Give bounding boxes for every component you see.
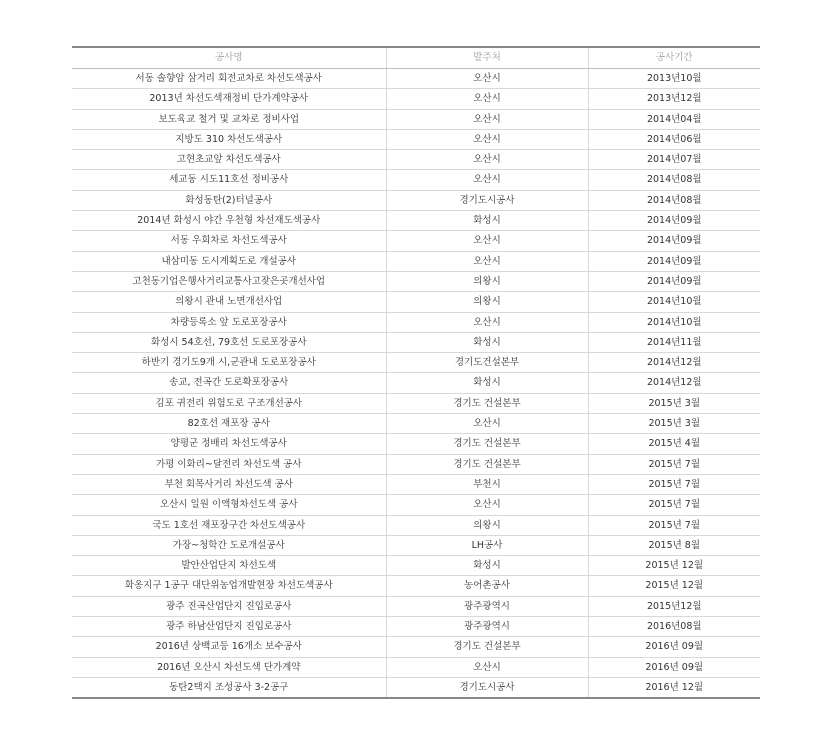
cell-client: 화성시 xyxy=(386,211,588,231)
table-row xyxy=(72,150,760,170)
cell-client: 화성시 xyxy=(386,332,588,352)
table-row xyxy=(72,251,760,271)
table-body xyxy=(72,69,760,699)
table-row xyxy=(72,637,760,657)
cell-period: 2015년 8월 xyxy=(588,535,760,555)
cell-client: 경기도시공사 xyxy=(386,677,588,698)
cell-project-name: 2013년 차선도색재정비 단가계약공사 xyxy=(72,89,386,109)
cell-project-name: 82호선 재포장 공사 xyxy=(72,414,386,434)
table-row xyxy=(72,170,760,190)
table-row xyxy=(72,292,760,312)
cell-project-name: 2016년 상백교등 16개소 보수공사 xyxy=(72,637,386,657)
cell-client: 경기도 건설본부 xyxy=(386,434,588,454)
header-client: 발주처 xyxy=(386,47,588,69)
cell-project-name: 2014년 화성시 야간 우천형 차선재도색공사 xyxy=(72,211,386,231)
cell-project-name: 오산시 일원 이액형차선도색 공사 xyxy=(72,495,386,515)
cell-period: 2015년 3월 xyxy=(588,393,760,413)
cell-period: 2015년 7월 xyxy=(588,495,760,515)
table-row xyxy=(72,109,760,129)
cell-project-name: 광주 진곡산업단지 진입로공사 xyxy=(72,596,386,616)
table-row xyxy=(72,312,760,332)
cell-period: 2016년 09월 xyxy=(588,637,760,657)
construction-history-table xyxy=(72,46,760,699)
cell-client: 부천시 xyxy=(386,474,588,494)
cell-period: 2014년04월 xyxy=(588,109,760,129)
cell-period: 2015년 7월 xyxy=(588,454,760,474)
cell-period: 2015년 7월 xyxy=(588,515,760,535)
cell-period: 2013년12월 xyxy=(588,89,760,109)
table-row xyxy=(72,677,760,698)
cell-period: 2014년09월 xyxy=(588,211,760,231)
cell-project-name: 지방도 310 차선도색공사 xyxy=(72,129,386,149)
cell-client: 오산시 xyxy=(386,657,588,677)
cell-project-name: 화성시 54호선, 79호선 도로포장공사 xyxy=(72,332,386,352)
table-row xyxy=(72,89,760,109)
cell-period: 2014년09월 xyxy=(588,251,760,271)
cell-client: 농어촌공사 xyxy=(386,576,588,596)
cell-project-name: 세교동 시도11호선 정비공사 xyxy=(72,170,386,190)
cell-period: 2014년12월 xyxy=(588,353,760,373)
cell-period: 2016년 12월 xyxy=(588,677,760,698)
cell-client: 경기도 건설본부 xyxy=(386,454,588,474)
cell-period: 2016년08월 xyxy=(588,617,760,637)
cell-period: 2015년 4월 xyxy=(588,434,760,454)
cell-period: 2013년10월 xyxy=(588,69,760,89)
cell-period: 2015년 12월 xyxy=(588,556,760,576)
construction-history-table-container xyxy=(72,46,760,699)
cell-client: 오산시 xyxy=(386,251,588,271)
table-row xyxy=(72,190,760,210)
cell-project-name: 발안산업단지 차선도색 xyxy=(72,556,386,576)
table-row xyxy=(72,657,760,677)
cell-project-name: 화옹지구 1공구 대단위농업개발현장 차선도색공사 xyxy=(72,576,386,596)
cell-client: 오산시 xyxy=(386,312,588,332)
table-row xyxy=(72,515,760,535)
cell-project-name: 국도 1호선 재포장구간 차선도색공사 xyxy=(72,515,386,535)
cell-client: 오산시 xyxy=(386,414,588,434)
cell-period: 2014년12월 xyxy=(588,373,760,393)
cell-period: 2014년09월 xyxy=(588,231,760,251)
cell-client: 오산시 xyxy=(386,69,588,89)
table-row xyxy=(72,211,760,231)
cell-project-name: 고현초교앞 차선도색공사 xyxy=(72,150,386,170)
cell-period: 2015년 12월 xyxy=(588,576,760,596)
cell-project-name: 양평군 정배리 차선도색공사 xyxy=(72,434,386,454)
table-row xyxy=(72,231,760,251)
cell-client: 의왕시 xyxy=(386,515,588,535)
cell-project-name: 보도육교 철거 및 교차로 정비사업 xyxy=(72,109,386,129)
cell-client: 의왕시 xyxy=(386,271,588,291)
table-header-row xyxy=(72,47,760,69)
cell-project-name: 가평 이화리~달전리 차선도색 공사 xyxy=(72,454,386,474)
table-row xyxy=(72,617,760,637)
cell-project-name: 서동 솔향암 삼거리 회전교차로 차선도색공사 xyxy=(72,69,386,89)
header-project-name: 공사명 xyxy=(72,47,386,69)
cell-client: 오산시 xyxy=(386,495,588,515)
cell-client: 의왕시 xyxy=(386,292,588,312)
cell-period: 2014년10월 xyxy=(588,312,760,332)
cell-period: 2014년10월 xyxy=(588,292,760,312)
table-row xyxy=(72,454,760,474)
table-row xyxy=(72,373,760,393)
table-row xyxy=(72,596,760,616)
cell-period: 2014년07월 xyxy=(588,150,760,170)
cell-period: 2014년06월 xyxy=(588,129,760,149)
cell-project-name: 내삼미동 도시계획도로 개설공사 xyxy=(72,251,386,271)
cell-period: 2014년08월 xyxy=(588,170,760,190)
cell-period: 2015년12월 xyxy=(588,596,760,616)
cell-period: 2015년 3월 xyxy=(588,414,760,434)
cell-project-name: 하반기 경기도9개 시,군관내 도로포장공사 xyxy=(72,353,386,373)
table-row xyxy=(72,414,760,434)
cell-client: 오산시 xyxy=(386,129,588,149)
cell-project-name: 광주 하남산업단지 진입로공사 xyxy=(72,617,386,637)
header-period: 공사기간 xyxy=(588,47,760,69)
table-row xyxy=(72,393,760,413)
cell-project-name: 송교, 전곡간 도로확포장공사 xyxy=(72,373,386,393)
cell-period: 2014년11월 xyxy=(588,332,760,352)
table-row xyxy=(72,271,760,291)
cell-client: 오산시 xyxy=(386,150,588,170)
cell-project-name: 의왕시 관내 노면개선사업 xyxy=(72,292,386,312)
cell-client: 경기도시공사 xyxy=(386,190,588,210)
table-row xyxy=(72,474,760,494)
table-row xyxy=(72,535,760,555)
cell-project-name: 서동 우회차로 차선도색공사 xyxy=(72,231,386,251)
table-row xyxy=(72,556,760,576)
cell-client: 오산시 xyxy=(386,231,588,251)
table-row xyxy=(72,495,760,515)
cell-project-name: 2016년 오산시 차선도색 단가계약 xyxy=(72,657,386,677)
table-row xyxy=(72,434,760,454)
cell-project-name: 동탄2택지 조성공사 3-2공구 xyxy=(169,681,289,693)
cell-client: 화성시 xyxy=(386,556,588,576)
table-row xyxy=(72,353,760,373)
cell-client: 광주광역시 xyxy=(386,617,588,637)
cell-project-name: 화성동탄(2)터널공사 xyxy=(72,190,386,210)
cell-client: LH공사 xyxy=(386,535,588,555)
table-row xyxy=(72,332,760,352)
table-row xyxy=(72,576,760,596)
cell-period: 2014년09월 xyxy=(588,271,760,291)
cell-client: 광주광역시 xyxy=(386,596,588,616)
cell-client: 경기도 건설본부 xyxy=(386,393,588,413)
cell-client: 오산시 xyxy=(386,170,588,190)
table-row xyxy=(72,69,760,89)
cell-project-name: 차량등록소 앞 도로포장공사 xyxy=(72,312,386,332)
cell-project-name: 부천 회목사거리 차선도색 공사 xyxy=(72,474,386,494)
cell-project-name: 김포 귀전리 위험도로 구조개선공사 xyxy=(72,393,386,413)
table-row xyxy=(72,129,760,149)
cell-client: 경기도 건설본부 xyxy=(386,637,588,657)
cell-client: 화성시 xyxy=(386,373,588,393)
cell-client: 경기도건설본부 xyxy=(386,353,588,373)
cell-project-name: 고천동기업은행사거리교통사고잦은곳개선사업 xyxy=(72,271,386,291)
cell-client: 오산시 xyxy=(386,89,588,109)
cell-period: 2014년08월 xyxy=(588,190,760,210)
cell-project-name: 가장~청학간 도로개설공사 xyxy=(72,535,386,555)
cell-period: 2015년 7월 xyxy=(588,474,760,494)
cell-period: 2016년 09월 xyxy=(588,657,760,677)
cell-client: 오산시 xyxy=(386,109,588,129)
